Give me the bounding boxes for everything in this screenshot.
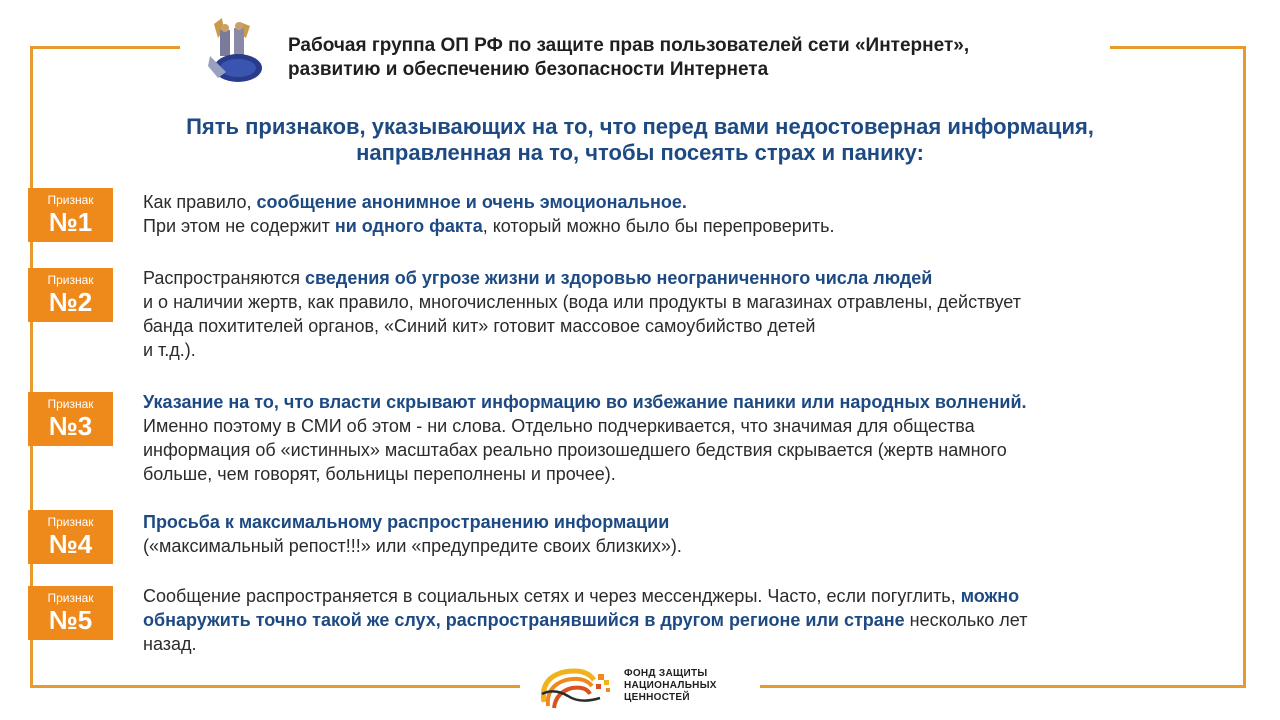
main-title [60,114,1220,166]
sign-badge-label: Признак [47,515,94,529]
sign-text-1 [143,190,1203,238]
sign-badge-1 [28,188,113,242]
sign-1-highlight: ни одного факта [334,216,483,236]
sign-4-line1: Просьба к максимальному распространению информации [143,512,670,532]
foundation-name-line2: НАЦИОНАЛЬНЫХ [624,680,717,691]
sign-badge-3 [28,392,113,446]
sign-1-text: , который можно было бы перепроверить. [482,216,835,236]
public-chamber-emblem-icon [204,16,266,86]
header-title-line1: Рабочая группа ОП РФ по защите прав пользователей сети «Интернет», [288,35,970,56]
sign-2-line3: банда похитителей органов, «Синий кит» готовит массовое самоубийство детей [143,316,816,336]
sign-2-line1 [143,266,1203,290]
sign-5-highlight: можно [960,586,1020,606]
sign-3-line1: Указание на то, что власти скрывают информацию во избежание паники или народных волнений. [143,392,1027,412]
sign-1-text: Как правило, [143,192,257,212]
sign-1-line2 [143,214,1203,238]
foundation-name [624,668,764,704]
header-title [288,34,1108,82]
sign-badge-number: №5 [48,605,93,635]
frame-top-left [30,46,180,49]
sign-badge-number: №3 [48,411,93,441]
sign-3-line3: информация об «истинных» масштабах реально произошедшего бедствия скрывается (жертв намного [143,440,1007,460]
sign-1-text: При этом не содержит [143,216,335,236]
sign-1-highlight: сообщение анонимное и очень эмоциональное. [256,192,687,212]
sign-2-line4: и т.д.). [143,340,196,360]
sign-text-3 [143,390,1203,486]
sign-5-highlight: обнаружить точно такой же слух, распространявшийся в другом регионе или стране [143,610,905,630]
sign-text-5 [143,584,1203,656]
sign-badge-number: №2 [48,287,93,317]
sign-badge-label: Признак [47,397,94,411]
sign-badge-label: Признак [47,591,94,605]
sign-badge-5 [28,586,113,640]
sign-5-text: Сообщение распространяется в социальных сетях и через мессенджеры. Часто, если погуглить, [143,586,961,606]
sign-text-4 [143,510,1203,558]
header-title-line2: развитию и обеспечению безопасности Интернета [288,59,769,80]
sign-text-2 [143,266,1203,362]
sign-5-line3: назад. [143,634,197,654]
sign-badge-number: №1 [48,207,93,237]
frame-top-right [1110,46,1246,49]
sign-3-line4: больше, чем говорят, больницы переполнены и прочее). [143,464,616,484]
main-title-line1: Пять признаков, указывающих на то, что перед вами недостоверная информация, [186,114,1094,139]
sign-badge-number: №4 [48,529,93,559]
sign-badge-4 [28,510,113,564]
sign-3-line2: Именно поэтому в СМИ об этом - ни слова. Отдельно подчеркивается, что значимая для общества [143,416,975,436]
frame-bottom-right [760,685,1246,688]
foundation-logo-icon [534,658,620,714]
frame-right [1243,46,1246,688]
sign-4-line2: («максимальный репост!!!» или «предупредите своих близких»). [143,536,682,556]
sign-badge-2 [28,268,113,322]
foundation-name-line3: ЦЕННОСТЕЙ [624,692,690,703]
sign-badge-label: Признак [47,273,94,287]
frame-bottom-left [30,685,520,688]
sign-2-highlight: сведения об угрозе жизни и здоровью неограниченного числа людей [305,268,933,288]
sign-2-line2: и о наличии жертв, как правило, многочисленных (вода или продукты в магазинах отравлены, действует [143,292,1021,312]
main-title-line2: направленная на то, чтобы посеять страх и панику: [356,140,924,165]
sign-5-line2 [143,608,1203,632]
foundation-name-line1: ФОНД ЗАЩИТЫ [624,668,708,679]
sign-1-line1 [143,190,1203,214]
sign-2-text: Распространяются [143,268,306,288]
sign-5-line1 [143,584,1203,608]
sign-5-text: несколько лет [904,610,1028,630]
sign-badge-label: Признак [47,193,94,207]
